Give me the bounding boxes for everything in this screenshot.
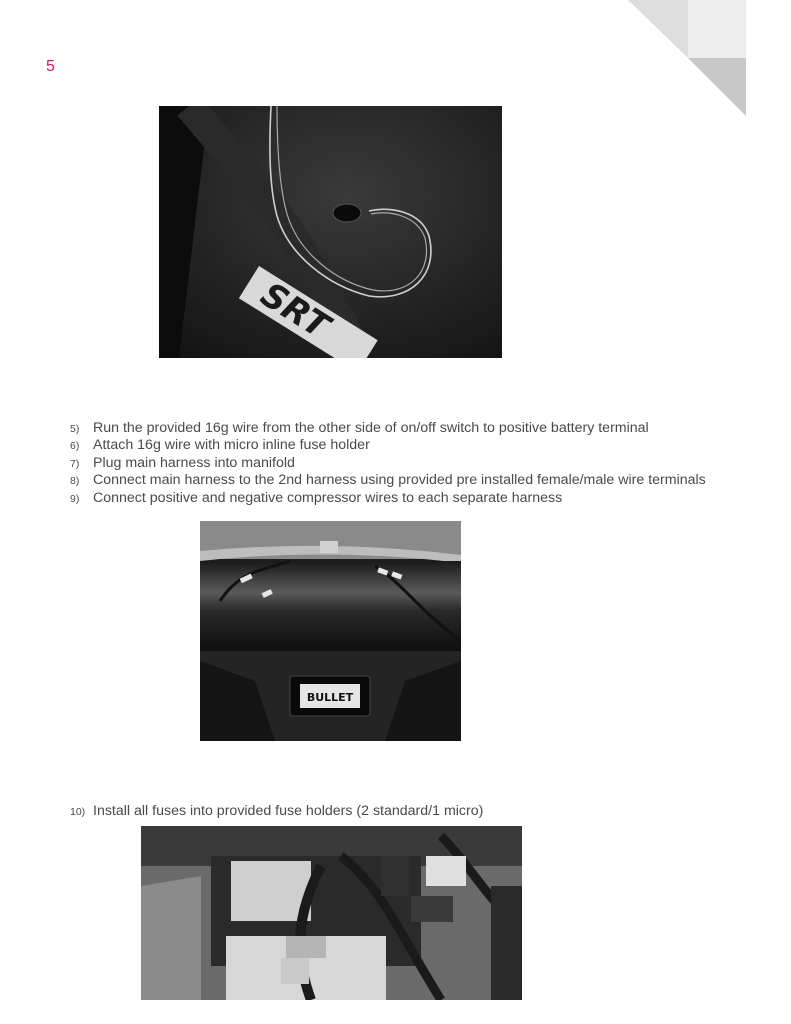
corner-fold-decoration — [628, 0, 746, 116]
page-number: 5 — [46, 58, 55, 75]
mat-logo-text: SRT — [253, 274, 337, 347]
step-text: Attach 16g wire with micro inline fuse holder — [93, 437, 370, 454]
step-number: 5) — [70, 423, 80, 435]
list-item — [70, 455, 770, 472]
step-number: 6) — [70, 440, 80, 453]
instruction-list-step-10 — [70, 803, 770, 820]
list-item — [70, 437, 770, 454]
step-text: Run the provided 16g wire from the other side of on/off switch to positive battery terminal — [93, 420, 649, 436]
instruction-list-steps-5-9 — [70, 420, 770, 507]
step-text: Connect main harness to the 2nd harness using provided pre installed female/male wire terminals — [93, 472, 706, 489]
photo-harness-manifold — [200, 521, 461, 741]
step-text: Plug main harness into manifold — [93, 454, 295, 471]
step-number: 9) — [70, 492, 80, 505]
list-item — [70, 803, 770, 820]
step-text: Install all fuses into provided fuse holders (2 standard/1 micro) — [93, 803, 484, 819]
step-text: Connect positive and negative compressor wires to each separate harness — [93, 489, 563, 506]
step-number: 8) — [70, 475, 80, 488]
photo-wire-routing-carpet — [159, 106, 502, 358]
module-label: BULLET — [306, 691, 354, 704]
list-item — [70, 472, 770, 489]
step-number: 7) — [70, 457, 80, 470]
list-item — [70, 490, 770, 507]
photo-fuse-holders-battery — [141, 826, 522, 1000]
step-number: 10) — [70, 806, 86, 818]
list-item — [70, 420, 770, 437]
